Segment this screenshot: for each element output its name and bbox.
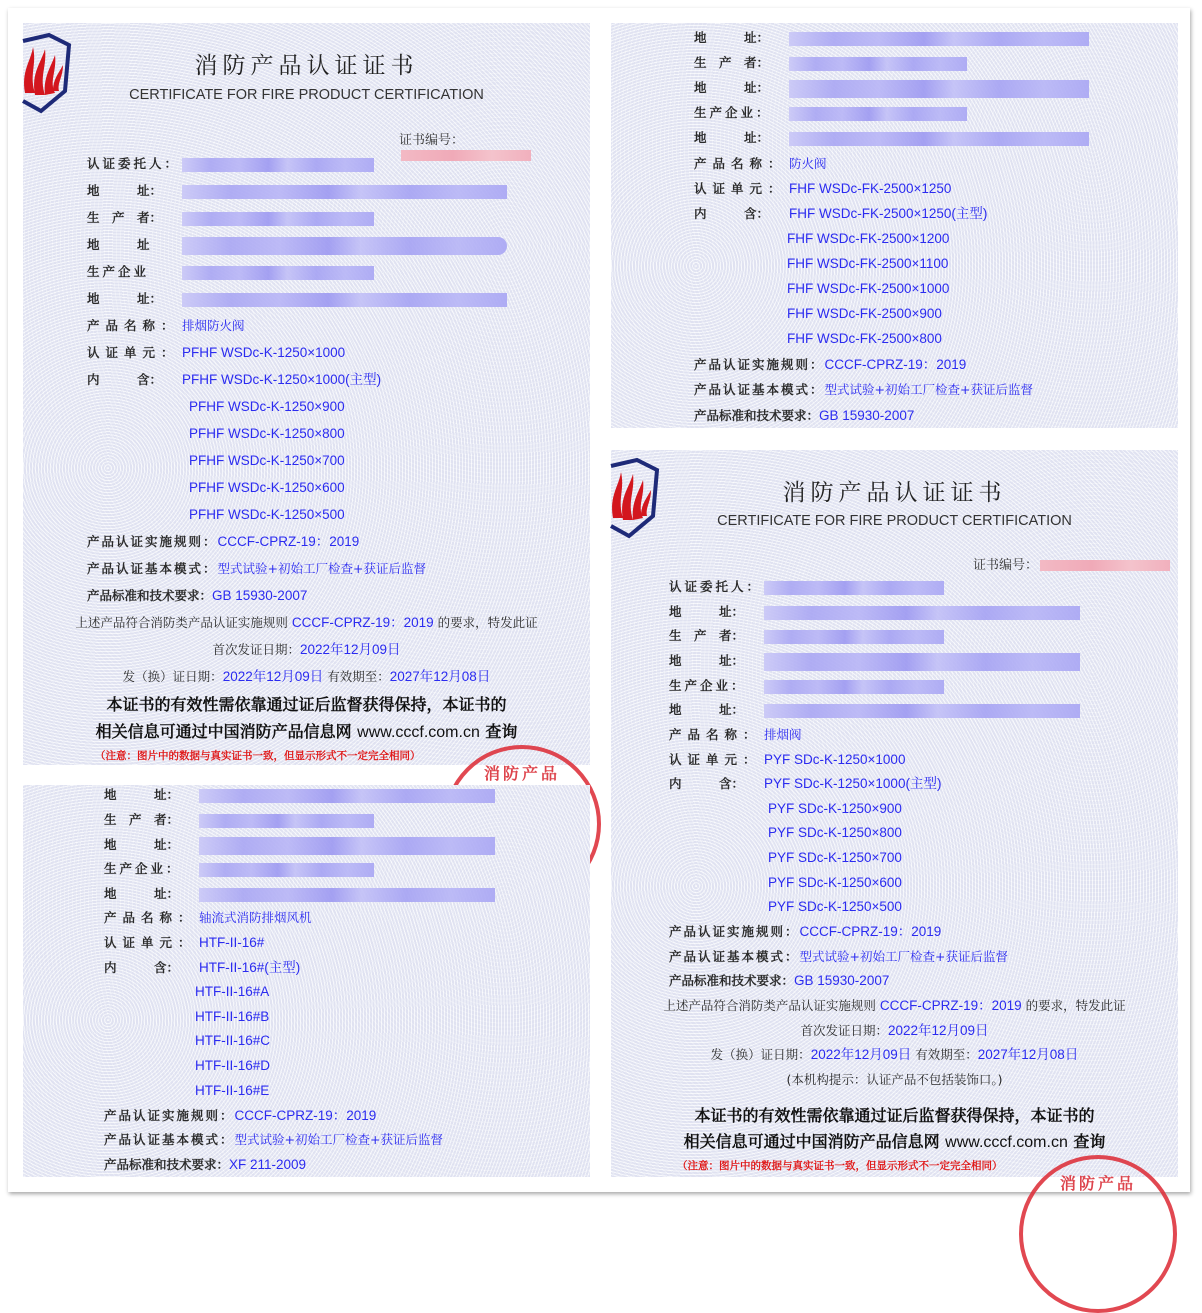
basic-mode-label: 产品认证基本模式： bbox=[104, 1132, 235, 1147]
enterprise-row bbox=[694, 103, 967, 123]
address-label: 地 址 bbox=[87, 237, 150, 252]
address-redacted bbox=[789, 32, 1089, 46]
standard-label: 产品标准和技术要求： bbox=[87, 588, 213, 603]
issue-label: 发（换）证日期： bbox=[710, 1047, 811, 1062]
address-redacted bbox=[789, 132, 1089, 146]
model-item: PYF SDc-K-1250×500 bbox=[768, 899, 902, 914]
address-label: 地 址： bbox=[104, 886, 180, 901]
impl-rules-label: 产品认证实施规则： bbox=[694, 357, 825, 372]
certificate-panel-smoke-fire-damper bbox=[23, 23, 590, 783]
cert-unit-value: PFHF WSDc-K-1250×1000 bbox=[182, 345, 346, 360]
address-redacted bbox=[764, 704, 1080, 718]
address-label: 地 址： bbox=[694, 30, 770, 45]
address-redacted bbox=[764, 606, 1080, 620]
basic-mode-label: 产品认证基本模式： bbox=[669, 949, 800, 964]
client-label: 认证委托人： bbox=[669, 579, 763, 594]
enterprise-row bbox=[87, 262, 374, 282]
model-item: HTF-II-16#(主型) bbox=[199, 960, 301, 975]
official-seal bbox=[1019, 1155, 1177, 1313]
standard-value: GB 15930-2007 bbox=[819, 408, 915, 423]
model-item: FHF WSDc-FK-2500×1200 bbox=[787, 231, 950, 246]
enterprise-address-row bbox=[669, 700, 1080, 720]
validity-suffix: 查询 bbox=[479, 722, 518, 741]
standard-row bbox=[669, 971, 889, 991]
valid-date: 2027年12月08日 bbox=[977, 1047, 1079, 1062]
model-item: FHF WSDc-FK-2500×1000 bbox=[787, 281, 950, 296]
producer-row bbox=[87, 208, 374, 228]
cert-unit-row bbox=[694, 179, 951, 199]
enterprise-label: 生产企业： bbox=[104, 861, 182, 876]
enterprise-address-row bbox=[87, 289, 507, 309]
producer-address-row bbox=[669, 651, 1080, 671]
conformity-rule: CCCF-CPRZ-19：2019 bbox=[291, 615, 434, 630]
address-label: 地 址： bbox=[669, 653, 745, 668]
basic-mode-row bbox=[87, 559, 426, 579]
address-redacted bbox=[199, 888, 495, 902]
impl-rules-row bbox=[104, 1106, 376, 1126]
validity-line-2 bbox=[23, 720, 590, 744]
standard-label: 产品标准和技术要求： bbox=[104, 1157, 230, 1172]
impl-rules-row bbox=[669, 922, 941, 942]
product-name-value: 排烟防火阀 bbox=[182, 318, 245, 333]
impl-rules-value: CCCF-CPRZ-19：2019 bbox=[824, 357, 967, 372]
model-item: PYF SDc-K-1250×600 bbox=[768, 875, 902, 890]
institution-hint: (本机构提示：认证产品不包括装饰口。) bbox=[786, 1072, 1003, 1087]
certificate-panel-axial-smoke-exhaust-fan bbox=[23, 785, 590, 1177]
enterprise-label: 生产企业： bbox=[669, 678, 747, 693]
basic-mode-value: 型式试验+初始工厂检查+获证后监督 bbox=[799, 949, 1008, 964]
standard-value: GB 15930-2007 bbox=[794, 973, 890, 988]
client-address-row bbox=[694, 28, 1089, 48]
client-address-row bbox=[669, 602, 1080, 622]
cert-unit-row bbox=[87, 343, 345, 363]
contains-row bbox=[87, 370, 381, 390]
valid-label: 有效期至： bbox=[323, 669, 390, 684]
cert-unit-label: 认证单元： bbox=[694, 181, 787, 196]
cert-number-label: 证书编号： bbox=[399, 133, 465, 148]
model-item: HTF-II-16#B bbox=[195, 1009, 270, 1024]
valid-label: 有效期至： bbox=[911, 1047, 978, 1062]
standard-value: XF 211-2009 bbox=[229, 1157, 307, 1172]
client-address-row bbox=[104, 785, 495, 805]
product-name-label: 产品名称： bbox=[694, 156, 787, 171]
issue-valid-line bbox=[23, 667, 590, 687]
standard-row bbox=[104, 1155, 306, 1175]
address-label: 地 址： bbox=[87, 183, 163, 198]
producer-address-row bbox=[104, 835, 495, 855]
standard-label: 产品标准和技术要求： bbox=[669, 973, 795, 988]
cert-unit-label: 认证单元： bbox=[104, 935, 197, 950]
model-item: FHF WSDc-FK-2500×1250(主型) bbox=[789, 206, 988, 221]
client-label: 认证委托人： bbox=[87, 156, 181, 171]
model-item: PYF SDc-K-1250×700 bbox=[768, 850, 902, 865]
conformity-prefix: 上述产品符合消防类产品认证实施规则 bbox=[663, 998, 880, 1013]
standard-row bbox=[87, 586, 307, 606]
address-label: 地 址： bbox=[694, 80, 770, 95]
model-item: PFHF WSDc-K-1250×700 bbox=[189, 453, 345, 468]
product-name-label: 产品名称： bbox=[669, 727, 762, 742]
issue-date: 2022年12月09日 bbox=[810, 1047, 912, 1062]
impl-rules-label: 产品认证实施规则： bbox=[104, 1108, 235, 1123]
standard-row bbox=[694, 406, 914, 426]
cccf-website-link[interactable]: www.cccf.com.cn bbox=[357, 724, 480, 741]
validity-line-1: 本证书的有效性需依靠通过证后监督获得保持，本证书的 bbox=[106, 695, 507, 714]
enterprise-label: 生产企业 bbox=[87, 264, 150, 279]
basic-mode-value: 型式试验+初始工厂检查+获证后监督 bbox=[824, 382, 1033, 397]
address-redacted bbox=[182, 185, 507, 199]
producer-row bbox=[694, 53, 967, 73]
seal-text: 消防产品 bbox=[1059, 1174, 1136, 1193]
address-redacted bbox=[199, 837, 495, 855]
certificate-title-en: CERTIFICATE FOR FIRE PRODUCT CERTIFICATION bbox=[129, 87, 484, 103]
producer-address-row bbox=[87, 235, 507, 255]
producer-label: 生 产 者： bbox=[87, 210, 163, 225]
producer-address-row bbox=[694, 78, 1089, 98]
enterprise-address-row bbox=[104, 884, 495, 904]
contains-label: 内 含： bbox=[669, 776, 745, 791]
product-name-label: 产品名称： bbox=[104, 910, 197, 925]
basic-mode-label: 产品认证基本模式： bbox=[87, 561, 218, 576]
cccf-website-link[interactable]: www.cccf.com.cn bbox=[945, 1134, 1068, 1151]
basic-mode-row bbox=[104, 1130, 443, 1150]
first-issue-date: 2022年12月09日 bbox=[887, 1023, 989, 1038]
address-redacted bbox=[182, 237, 507, 255]
seal-text: 消防产品 bbox=[483, 764, 560, 783]
producer-label: 生 产 者： bbox=[694, 55, 770, 70]
address-label: 地 址： bbox=[669, 702, 745, 717]
client-redacted bbox=[764, 581, 944, 595]
enterprise-label: 生产企业： bbox=[694, 105, 772, 120]
product-name-row bbox=[104, 908, 312, 928]
client-redacted bbox=[182, 158, 374, 172]
enterprise-redacted bbox=[789, 107, 967, 121]
enterprise-redacted bbox=[199, 863, 374, 877]
model-item: PFHF WSDc-K-1250×500 bbox=[189, 507, 345, 522]
conformity-rule: CCCF-CPRZ-19：2019 bbox=[879, 998, 1022, 1013]
impl-rules-value: CCCF-CPRZ-19：2019 bbox=[217, 534, 360, 549]
conformity-suffix: 的要求，特发此证 bbox=[433, 615, 538, 630]
contains-row bbox=[669, 774, 941, 794]
validity-line-1: 本证书的有效性需依靠通过证后监督获得保持，本证书的 bbox=[694, 1106, 1095, 1125]
model-item: HTF-II-16#D bbox=[195, 1058, 271, 1073]
model-item: FHF WSDc-FK-2500×900 bbox=[787, 306, 942, 321]
contains-label: 内 含： bbox=[87, 372, 163, 387]
certificate-panel-smoke-exhaust-valve bbox=[611, 450, 1178, 1193]
model-item: PFHF WSDc-K-1250×1000(主型) bbox=[182, 372, 382, 387]
basic-mode-row bbox=[669, 947, 1008, 967]
producer-row bbox=[669, 626, 944, 646]
producer-label: 生 产 者： bbox=[669, 628, 745, 643]
validity-suffix: 查询 bbox=[1067, 1132, 1106, 1151]
issue-label: 发（换）证日期： bbox=[122, 669, 223, 684]
impl-rules-label: 产品认证实施规则： bbox=[669, 924, 800, 939]
first-issue-date-line bbox=[23, 640, 590, 660]
model-item: PYF SDc-K-1250×800 bbox=[768, 825, 902, 840]
validity-line-2 bbox=[611, 1130, 1178, 1154]
contains-row bbox=[104, 958, 300, 978]
impl-rules-row bbox=[87, 532, 359, 552]
validity-prefix: 相关信息可通过中国消防产品信息网 bbox=[95, 722, 358, 741]
address-label: 地 址： bbox=[694, 130, 770, 145]
producer-redacted bbox=[789, 57, 967, 71]
first-issue-label: 首次发证日期： bbox=[800, 1023, 888, 1038]
basic-mode-label: 产品认证基本模式： bbox=[694, 382, 825, 397]
producer-label: 生 产 者： bbox=[104, 812, 180, 827]
address-redacted bbox=[764, 653, 1080, 671]
model-item: PFHF WSDc-K-1250×800 bbox=[189, 426, 345, 441]
enterprise-redacted bbox=[764, 680, 944, 694]
impl-rules-row bbox=[694, 355, 966, 375]
conformity-statement bbox=[23, 613, 590, 633]
impl-rules-value: CCCF-CPRZ-19：2019 bbox=[234, 1108, 377, 1123]
contains-label: 内 含： bbox=[694, 206, 770, 221]
basic-mode-value: 型式试验+初始工厂检查+获证后监督 bbox=[234, 1132, 443, 1147]
model-item: PFHF WSDc-K-1250×600 bbox=[189, 480, 345, 495]
model-item: HTF-II-16#C bbox=[195, 1033, 271, 1048]
producer-row bbox=[104, 810, 374, 830]
model-item: FHF WSDc-FK-2500×1100 bbox=[787, 256, 949, 271]
address-label: 地 址： bbox=[87, 291, 163, 306]
first-issue-date-line bbox=[611, 1021, 1178, 1041]
model-item: HTF-II-16#E bbox=[195, 1083, 270, 1098]
enterprise-row bbox=[669, 676, 944, 696]
enterprise-row bbox=[104, 859, 374, 879]
basic-mode-value: 型式试验+初始工厂检查+获证后监督 bbox=[217, 561, 426, 576]
cert-number bbox=[973, 554, 1170, 573]
certificate-title-en: CERTIFICATE FOR FIRE PRODUCT CERTIFICATION bbox=[717, 513, 1072, 529]
address-label: 地 址： bbox=[104, 837, 180, 852]
display-notice: （注意：图片中的数据与真实证书一致，但显示形式不一定完全相同） bbox=[677, 1160, 1003, 1172]
product-name-row bbox=[694, 154, 827, 174]
producer-redacted bbox=[182, 212, 374, 226]
model-item: FHF WSDc-FK-2500×800 bbox=[787, 331, 942, 346]
model-item: PFHF WSDc-K-1250×900 bbox=[189, 399, 345, 414]
conformity-prefix: 上述产品符合消防类产品认证实施规则 bbox=[75, 615, 292, 630]
validity-prefix: 相关信息可通过中国消防产品信息网 bbox=[683, 1132, 946, 1151]
cert-unit-label: 认证单元： bbox=[87, 345, 180, 360]
impl-rules-label: 产品认证实施规则： bbox=[87, 534, 218, 549]
enterprise-redacted bbox=[182, 266, 374, 280]
client-row bbox=[87, 154, 374, 174]
standard-value: GB 15930-2007 bbox=[212, 588, 308, 603]
model-item: HTF-II-16#A bbox=[195, 984, 270, 999]
certificate-title-cn: 消防产品认证证书 bbox=[782, 480, 1007, 506]
cert-number-redacted bbox=[1040, 560, 1170, 571]
first-issue-date: 2022年12月09日 bbox=[299, 642, 401, 657]
cert-unit-value: HTF-II-16# bbox=[199, 935, 265, 950]
address-redacted bbox=[789, 80, 1089, 98]
cert-number bbox=[399, 129, 590, 163]
producer-redacted bbox=[199, 814, 374, 828]
model-item: PYF SDc-K-1250×900 bbox=[768, 801, 902, 816]
address-redacted bbox=[199, 789, 495, 803]
client-address-row bbox=[87, 181, 507, 201]
basic-mode-row bbox=[694, 380, 1033, 400]
product-name-row bbox=[87, 316, 245, 336]
product-name-value: 排烟阀 bbox=[764, 727, 802, 742]
issue-valid-line bbox=[611, 1045, 1178, 1065]
conformity-suffix: 的要求，特发此证 bbox=[1021, 998, 1126, 1013]
cert-unit-row bbox=[104, 933, 264, 953]
cert-unit-value: FHF WSDc-FK-2500×1250 bbox=[789, 181, 952, 196]
cert-unit-row bbox=[669, 750, 905, 770]
client-row bbox=[669, 577, 944, 597]
display-notice: （注意：图片中的数据与真实证书一致，但显示形式不一定完全相同） bbox=[95, 750, 421, 762]
certificate-panel-fire-damper bbox=[611, 23, 1178, 428]
certificate-title-cn: 消防产品认证证书 bbox=[194, 53, 419, 79]
issue-date: 2022年12月09日 bbox=[222, 669, 324, 684]
product-name-label: 产品名称： bbox=[87, 318, 180, 333]
cert-number-label: 证书编号： bbox=[973, 558, 1039, 573]
producer-redacted bbox=[764, 630, 944, 644]
product-name-value: 防火阀 bbox=[789, 156, 827, 171]
enterprise-address-row bbox=[694, 128, 1089, 148]
cert-unit-value: PYF SDc-K-1250×1000 bbox=[764, 752, 906, 767]
model-item: PYF SDc-K-1250×1000(主型) bbox=[764, 776, 942, 791]
cert-number-redacted bbox=[401, 150, 531, 161]
product-name-row bbox=[669, 725, 802, 745]
standard-label: 产品标准和技术要求： bbox=[694, 408, 820, 423]
address-label: 地 址： bbox=[669, 604, 745, 619]
contains-label: 内 含： bbox=[104, 960, 180, 975]
valid-date: 2027年12月08日 bbox=[389, 669, 491, 684]
contains-row bbox=[694, 204, 987, 224]
impl-rules-value: CCCF-CPRZ-19：2019 bbox=[799, 924, 942, 939]
address-redacted bbox=[182, 293, 507, 307]
address-label: 地 址： bbox=[104, 787, 180, 802]
product-name-value: 轴流式消防排烟风机 bbox=[199, 910, 312, 925]
conformity-statement bbox=[611, 996, 1178, 1016]
cert-unit-label: 认证单元： bbox=[669, 752, 762, 767]
first-issue-label: 首次发证日期： bbox=[212, 642, 300, 657]
